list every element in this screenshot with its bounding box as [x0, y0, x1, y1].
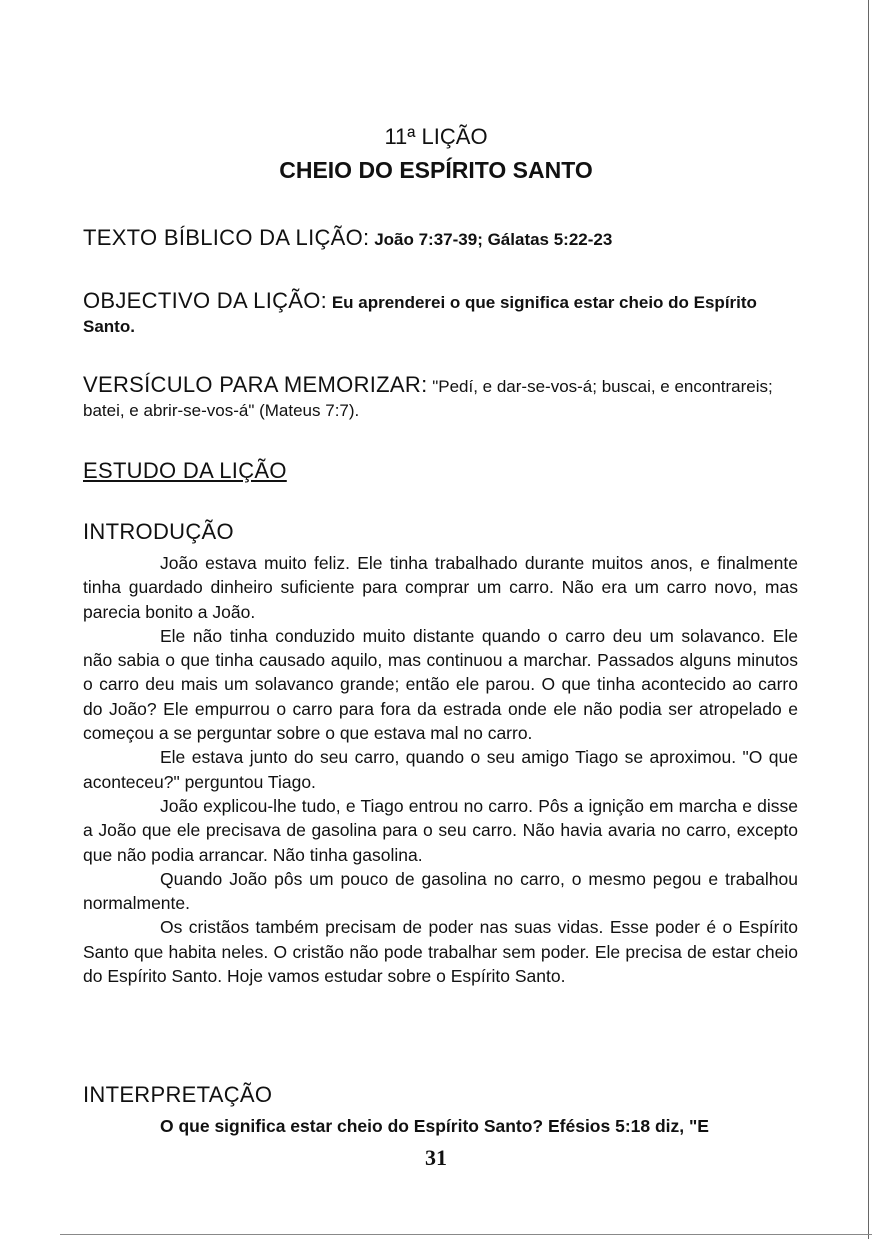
paragraph: Ele estava junto do seu carro, quando o seu amigo Tiago se aproximou. "O que aconteceu?" perguntou Tiago. — [83, 747, 798, 792]
introducao-heading: INTRODUÇÃO — [83, 519, 234, 544]
versiculo — [83, 373, 798, 422]
lesson-title: CHEIO DO ESPÍRITO SANTO — [279, 157, 593, 183]
objectivo-label: OBJECTIVO DA LIÇÃO: — [83, 288, 328, 313]
objectivo — [83, 289, 798, 338]
page-number: 31 — [425, 1145, 447, 1170]
texto-biblico-label: TEXTO BÍBLICO DA LIÇÃO: — [83, 225, 370, 250]
lesson-number: 11ª LIÇÃO — [384, 124, 488, 149]
interpretacao-body — [83, 1114, 798, 1138]
interpretacao-heading: INTERPRETAÇÃO — [83, 1082, 273, 1107]
paragraph: Os cristãos também precisam de poder nas suas vidas. Esse poder é o Espírito Santo que habita neles. O cristão não pode trabalhar sem poder. Ele precisa de estar cheio do Espírito Santo. Hoje vamos estudar sobre o Espírito Santo. — [83, 917, 798, 987]
paragraph: João estava muito feliz. Ele tinha trabalhado durante muitos anos, e finalmente tinha guardado dinheiro suficiente para comprar um carro. Não era um carro novo, mas parecia bonito a João. — [83, 553, 798, 622]
paragraph: O que significa estar cheio do Espírito Santo? Efésios 5:18 diz, "E — [160, 1116, 709, 1136]
page-edge-bottom — [60, 1234, 872, 1235]
page-edge-right — [868, 0, 869, 1239]
versiculo-value: "Pedí, e dar-se-vos-á; buscai, e encontrareis; batei, e abrir-se-vos-á" (Mateus 7:7). — [83, 377, 773, 420]
paragraph: Ele não tinha conduzido muito distante quando o carro deu um solavanco. Ele não sabia o que tinha causado aquilo, mas continuou a marchar. Passados alguns minutos o carro deu mais um solavanco grande; então ele parou. O que tinha acontecido ao carro do João? Ele empurrou o carro para fora da estrada onde ele não podia ser atropelado e começou a se perguntar sobre o que estava mal no carro. — [83, 625, 798, 744]
introducao-body — [83, 551, 798, 988]
texto-biblico — [83, 226, 798, 252]
versiculo-label: VERSÍCULO PARA MEMORIZAR: — [83, 372, 428, 397]
paragraph: Quando João pôs um pouco de gasolina no carro, o mesmo pegou e trabalhou normalmente. — [83, 868, 798, 914]
objectivo-value: Eu aprenderei o que significa estar cheio do Espírito Santo. — [83, 293, 757, 336]
paragraph: João explicou-lhe tudo, e Tiago entrou no carro. Pôs a ignição em marcha e disse a João que ele precisava de gasolina para o seu carro. Não havia avaria no carro, excepto que não podia arrancar. Não tinha gasolina. — [83, 795, 798, 865]
texto-biblico-value: João 7:37-39; Gálatas 5:22-23 — [374, 230, 613, 249]
estudo-heading: ESTUDO DA LIÇÃO — [83, 458, 287, 483]
